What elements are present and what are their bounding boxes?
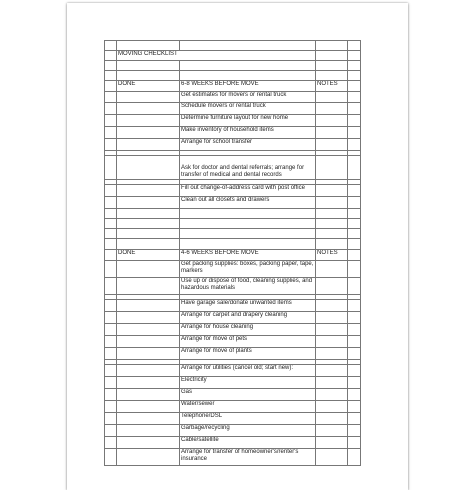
- task-row: [105, 336, 361, 348]
- task-label: Arrange for house cleaning: [180, 324, 316, 336]
- utility-row: [105, 401, 361, 413]
- utility-label: Electricity: [180, 377, 316, 389]
- task-row: [105, 449, 361, 466]
- utility-row: [105, 377, 361, 389]
- task-row: [105, 324, 361, 336]
- task-label: Arrange for carpet and drapery cleaning: [180, 312, 316, 324]
- notes-column-header: NOTES: [316, 250, 348, 261]
- utility-label: Gas: [180, 389, 316, 401]
- title-row: [105, 51, 361, 61]
- task-row: [105, 261, 361, 278]
- task-label: Make inventory of household items: [180, 127, 316, 139]
- utility-row: [105, 389, 361, 401]
- task-label: Arrange for utilities (cancel old; start new):: [180, 365, 316, 377]
- task-row: [105, 365, 361, 377]
- task-row: [105, 103, 361, 115]
- task-label: Get packing supplies: boxes, packing paper, tape, markers: [180, 261, 316, 278]
- task-label: Arrange for move of pets: [180, 336, 316, 348]
- moving-checklist-table: [104, 40, 361, 466]
- task-label: Ask for doctor and dental referrals; arrange for transfer of medical and dental records: [180, 156, 316, 180]
- utility-row: [105, 437, 361, 449]
- page-cutoff: [104, 474, 360, 490]
- utility-label: Water/sewer: [180, 401, 316, 413]
- task-row: [105, 127, 361, 139]
- task-row: [105, 139, 361, 151]
- task-row: [105, 156, 361, 180]
- section-header-row: [105, 250, 361, 261]
- utility-label: Telephone/DSL: [180, 413, 316, 425]
- task-label: Arrange for transfer of homeowner's/renter's insurance: [180, 449, 316, 466]
- task-label: Clean out all closets and drawers: [180, 197, 316, 209]
- utility-row: [105, 413, 361, 425]
- task-row: [105, 278, 361, 295]
- task-row: [105, 92, 361, 103]
- notes-column-header: NOTES: [316, 81, 348, 92]
- task-row: [105, 300, 361, 312]
- task-label: Determine furniture layout for new home: [180, 115, 316, 127]
- sheet-row: [105, 219, 361, 229]
- task-label: Fill out change-of-address card with post office: [180, 185, 316, 197]
- utility-row: [105, 425, 361, 437]
- task-row: [105, 312, 361, 324]
- task-label: Use up or dispose of food, cleaning supplies, and hazardous materials: [180, 278, 316, 295]
- done-column-header: DONE: [117, 250, 180, 261]
- task-row: [105, 197, 361, 209]
- task-label: Arrange for move of plants: [180, 348, 316, 360]
- task-label: Arrange for school transfer: [180, 139, 316, 151]
- task-label: Have garage sale/donate unwanted items: [180, 300, 316, 312]
- utility-label: Garbage/recycling: [180, 425, 316, 437]
- section-header-row: [105, 81, 361, 92]
- sheet-row: [105, 239, 361, 250]
- section-heading: 4-6 WEEKS BEFORE MOVE: [180, 250, 316, 261]
- task-label: Schedule movers or rental truck: [180, 103, 316, 115]
- section-heading: 6-8 WEEKS BEFORE MOVE: [180, 81, 316, 92]
- sheet-row: [105, 229, 361, 239]
- checklist-title: MOVING CHECKLIST: [117, 51, 316, 61]
- sheet-row: [105, 209, 361, 219]
- done-column-header: DONE: [117, 81, 180, 92]
- task-row: [105, 348, 361, 360]
- utility-label: Cable/satellite: [180, 437, 316, 449]
- task-label: Get estimates for movers or rental truck: [180, 92, 316, 103]
- sheet-row: [105, 41, 361, 51]
- sheet-row: [105, 71, 361, 81]
- task-row: [105, 185, 361, 197]
- task-row: [105, 115, 361, 127]
- sheet-row: [105, 61, 361, 71]
